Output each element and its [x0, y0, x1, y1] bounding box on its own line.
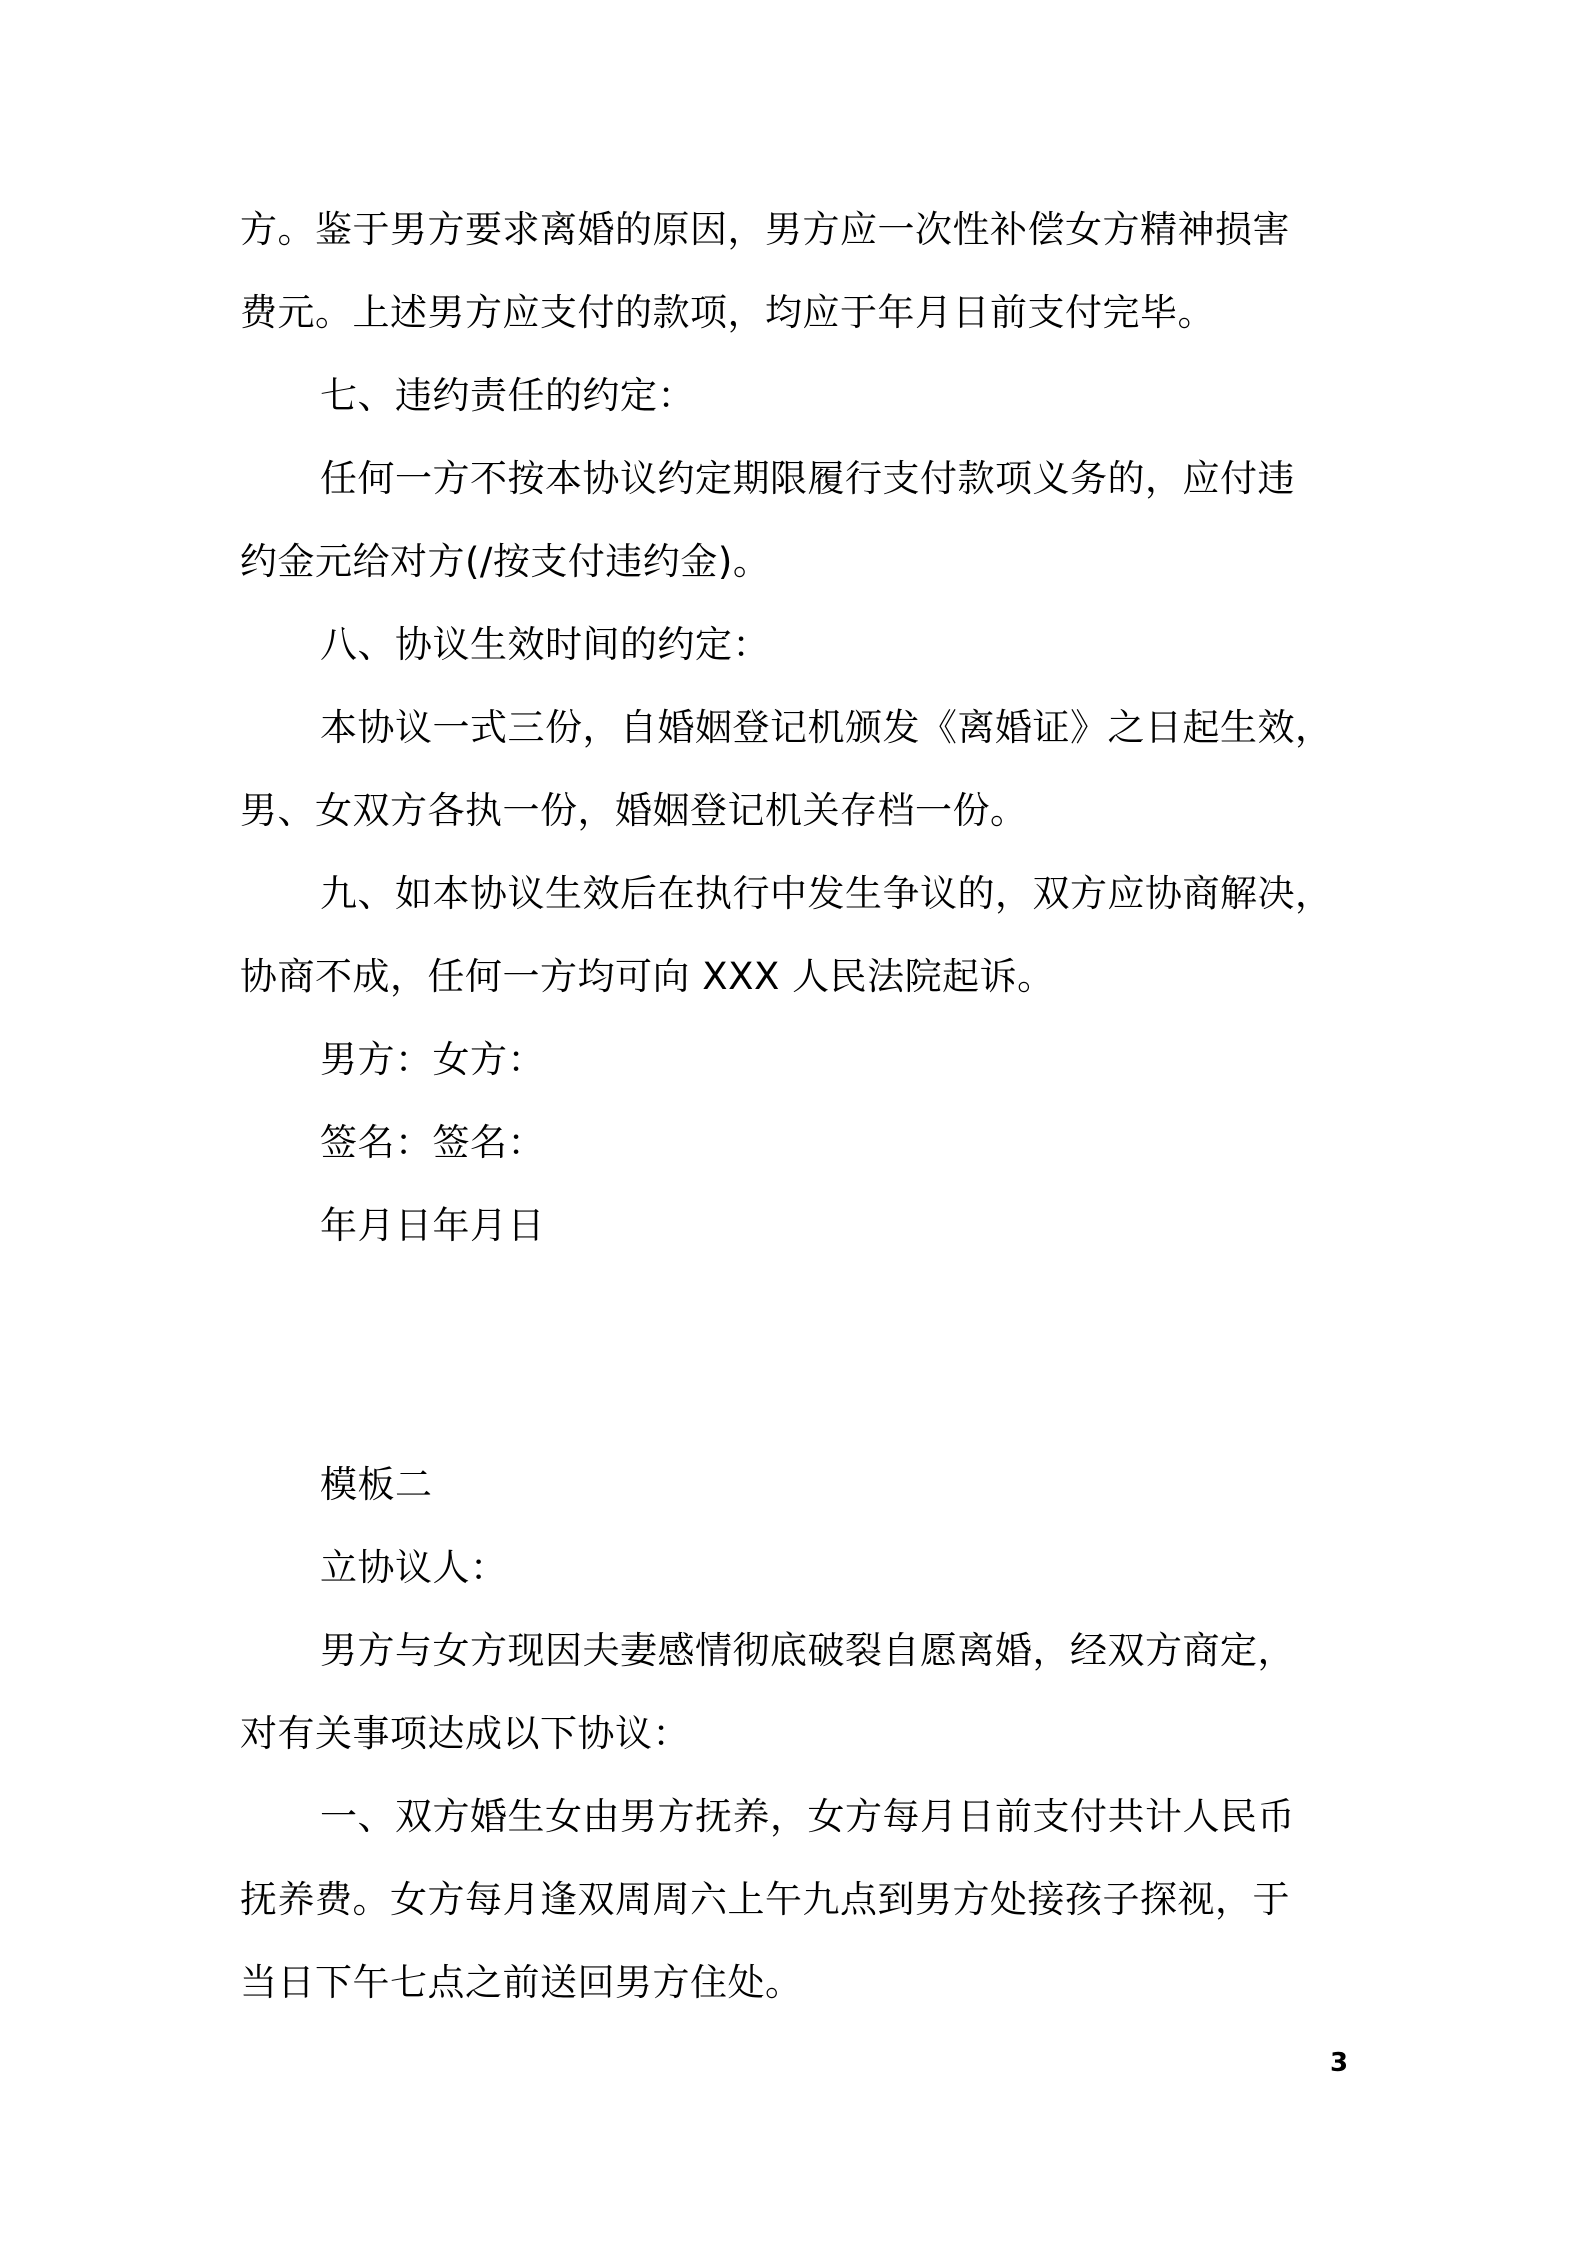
paragraph-line: 抚养费。女方每月逢双周周六上午九点到男方处接孩子探视，于: [240, 1878, 1290, 1921]
paragraph-line: 方。鉴于男方要求离婚的原因，男方应一次性补偿女方精神损害: [240, 208, 1290, 251]
agreement-part-two: [240, 1443, 1350, 2024]
page-number: 3: [1330, 2048, 1349, 2078]
paragraph-line: 本协议一式三份，自婚姻登记机颁发《离婚证》之日起生效，: [320, 706, 1333, 749]
date-labels: 年月日年月日: [320, 1204, 545, 1247]
paragraph-line: 费元。上述男方应支付的款项，均应于年月日前支付完毕。: [240, 291, 1215, 334]
party-labels: 男方：女方：: [320, 1038, 545, 1081]
paragraph-line: 九、如本协议生效后在执行中发生争议的，双方应协商解决，: [320, 872, 1333, 915]
template-title: 模板二: [320, 1463, 433, 1506]
paragraph-line: 对有关事项达成以下协议：: [240, 1712, 690, 1755]
signature-labels: 签名：签名：: [320, 1121, 545, 1164]
paragraph-line: 约金元给对方(/按支付违约金)。: [240, 540, 771, 583]
agreement-part-one: [240, 188, 1350, 1267]
paragraph-line: 协商不成，任何一方均可向 XXX 人民法院起诉。: [240, 955, 1055, 998]
paragraph-line: 男、女双方各执一份，婚姻登记机关存档一份。: [240, 789, 1028, 832]
section-heading: 八、协议生效时间的约定：: [320, 623, 770, 666]
paragraph-line: 当日下午七点之前送回男方住处。: [240, 1961, 803, 2004]
section-heading: 七、违约责任的约定：: [320, 374, 695, 417]
paragraph-line: 男方与女方现因夫妻感情彻底破裂自愿离婚，经双方商定，: [320, 1629, 1295, 1672]
paragraph-line: 任何一方不按本协议约定期限履行支付款项义务的，应付违: [320, 457, 1295, 500]
paragraph-line: 一、双方婚生女由男方抚养，女方每月日前支付共计人民币: [320, 1795, 1295, 1838]
section-heading: 立协议人：: [320, 1546, 508, 1589]
